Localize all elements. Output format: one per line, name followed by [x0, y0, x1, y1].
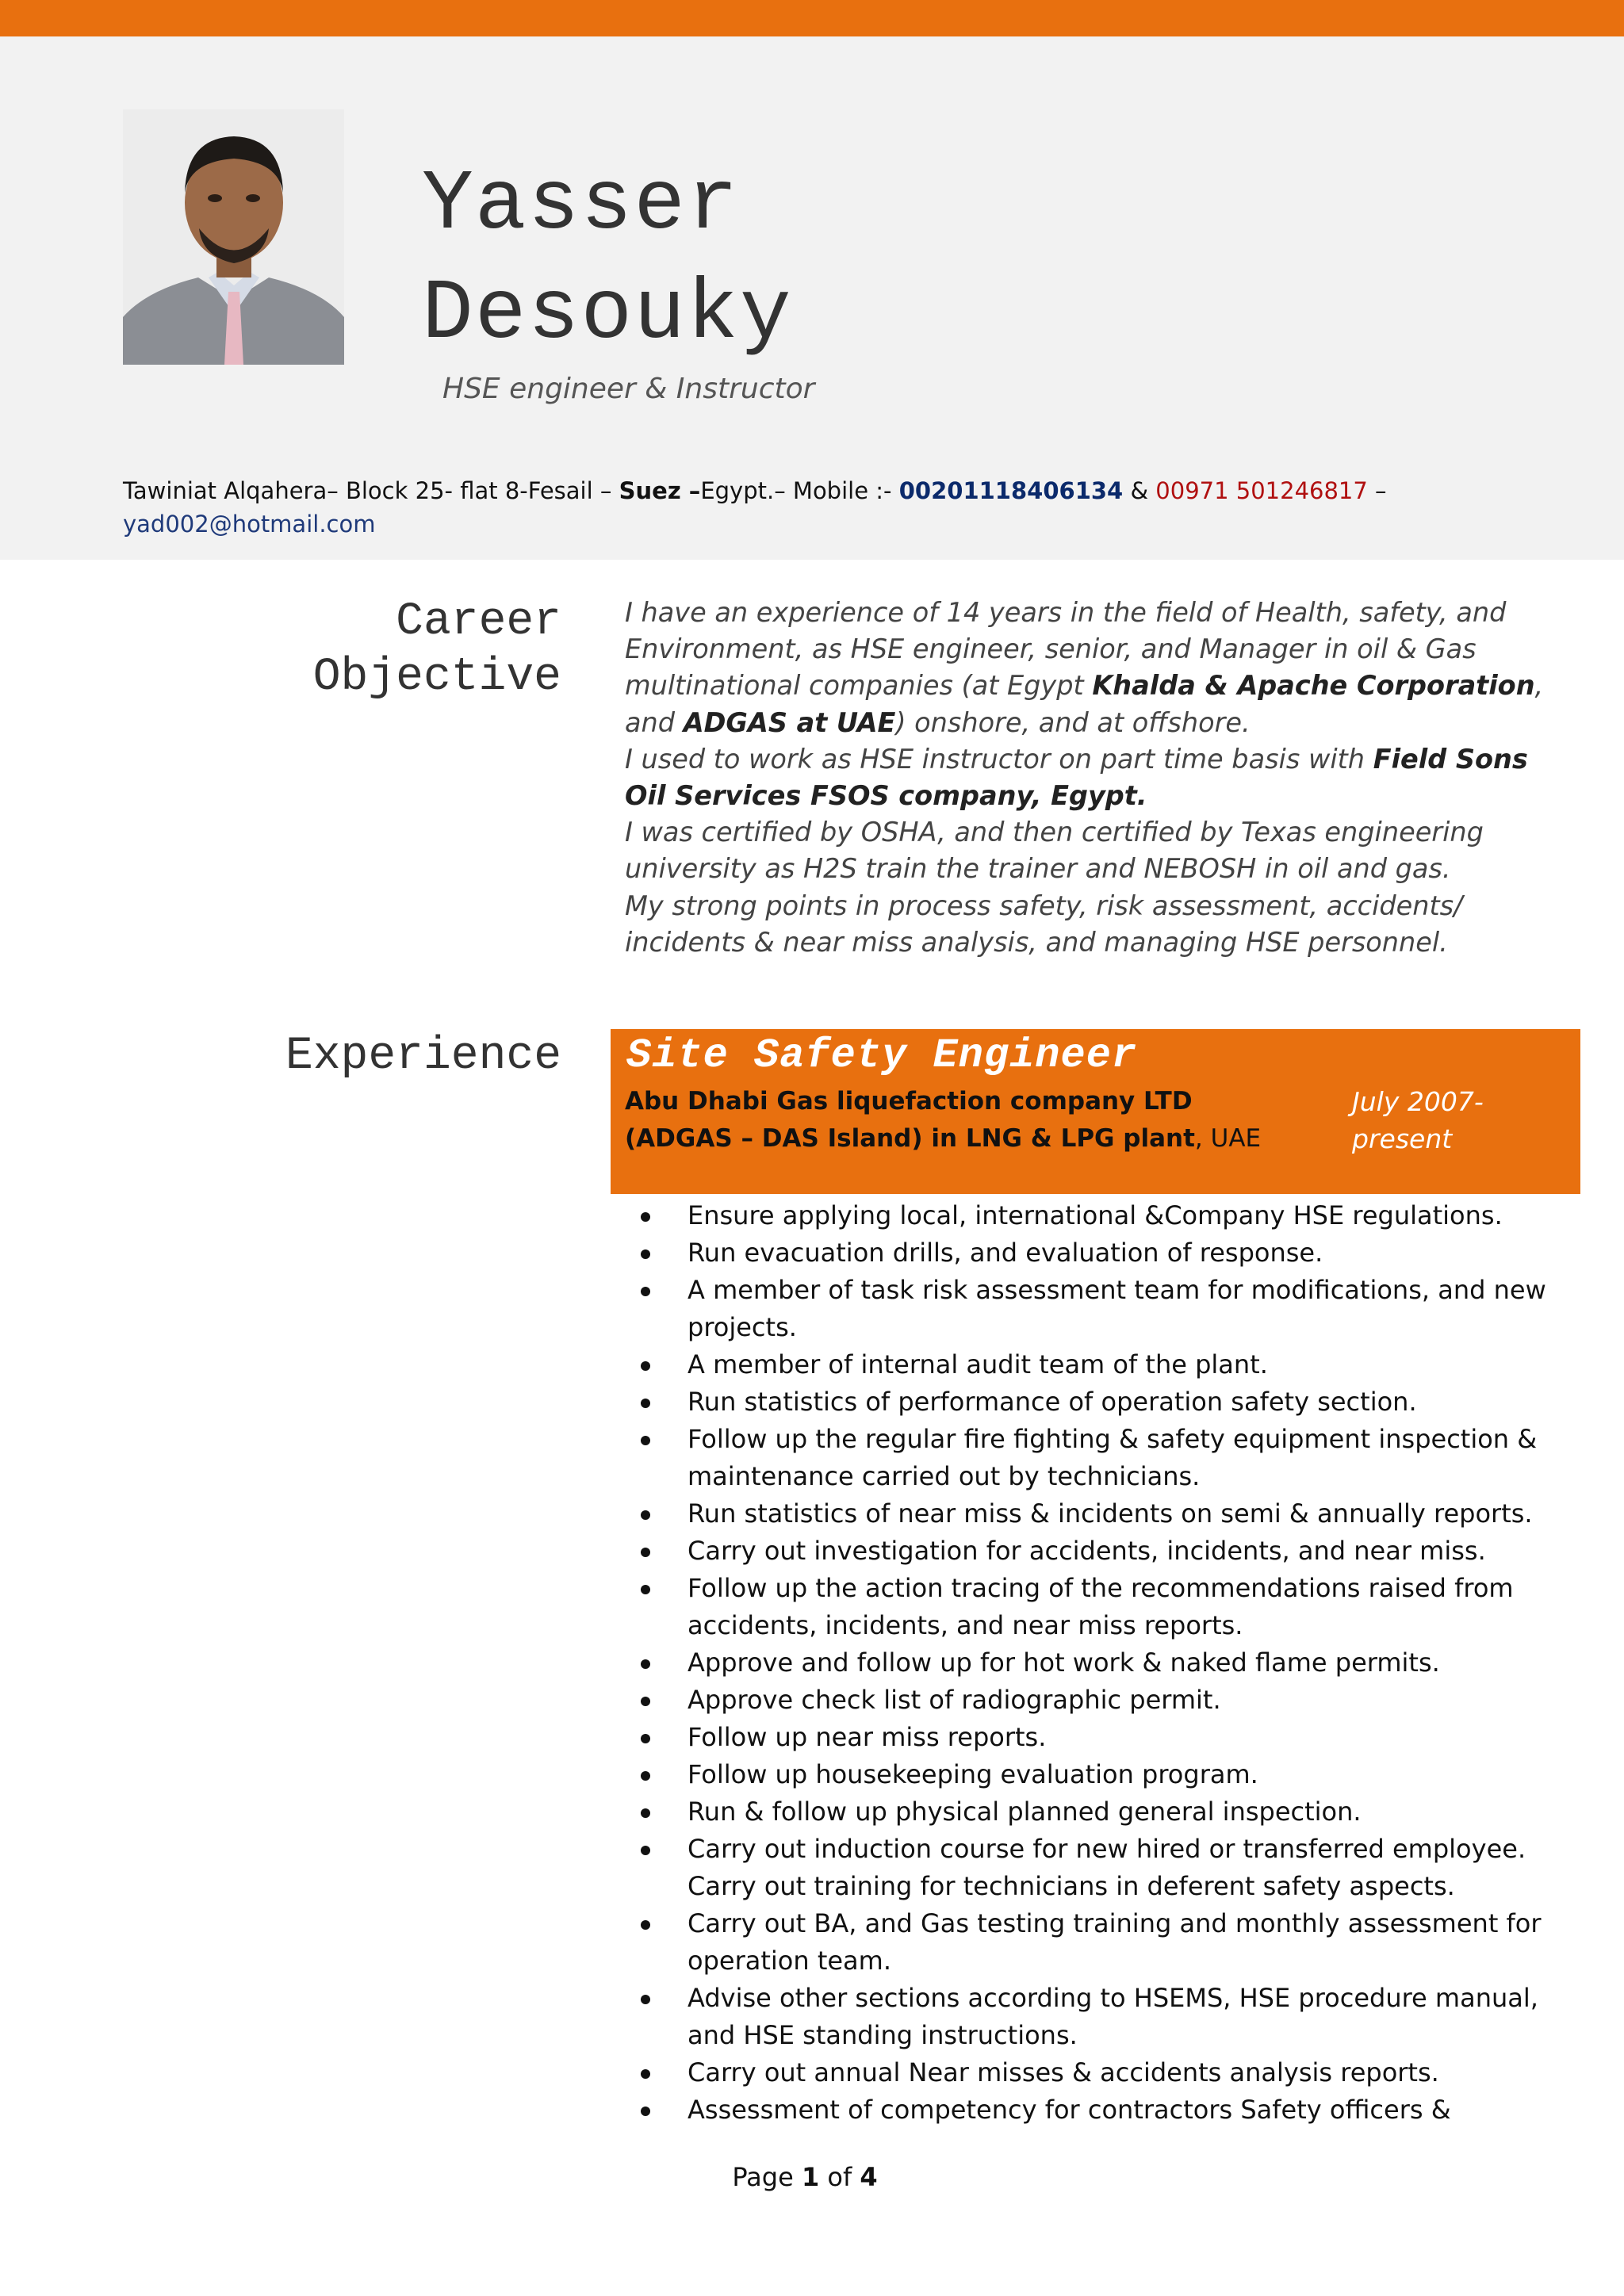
company-name	[625, 1083, 1299, 1158]
mobile-uae[interactable]: 00971 501246817	[1155, 477, 1368, 504]
experience-heading: Experience	[285, 1031, 561, 1082]
career-objective-heading-line2: Objective	[312, 652, 561, 703]
list-item: Assessment of competency for contractors Safety officers &	[625, 2091, 1576, 2129]
page-number	[0, 2162, 1610, 2192]
page-current: 1	[801, 2162, 820, 2192]
list-item: Follow up housekeeping evaluation program.	[625, 1756, 1576, 1793]
objective-company-khalda: Khalda & Apache Corporation	[1092, 670, 1535, 702]
page-total: 4	[860, 2162, 878, 2192]
contact-dash: –	[1367, 477, 1387, 504]
list-item: Run statistics of performance of operation safety section.	[625, 1383, 1576, 1421]
company-name-bold: Abu Dhabi Gas liquefaction company LTD (ADGAS – DAS Island) in LNG & LPG plant	[625, 1087, 1195, 1153]
mobile-egypt[interactable]: 00201118406134	[898, 477, 1124, 504]
job-duties-list	[625, 1197, 1576, 2129]
list-item: Run evacuation drills, and evaluation of response.	[625, 1234, 1576, 1272]
first-name: Yasser	[422, 157, 740, 254]
objective-company-fsos: Field Sons Oil Services FSOS company, Egypt.	[625, 743, 1528, 812]
address: Tawiniat Alqahera– Block 25- flat 8-Fesail –	[123, 477, 619, 504]
objective-company-adgas: ADGAS at UAE	[683, 706, 896, 738]
city: Suez –	[619, 477, 701, 504]
list-item: Run & follow up physical planned general inspection.	[625, 1793, 1576, 1831]
list-item: Run statistics of near miss & incidents on semi & annually reports.	[625, 1495, 1576, 1533]
list-item: Carry out annual Near misses & accidents analysis reports.	[625, 2054, 1576, 2091]
list-item: Carry out BA, and Gas testing training and monthly assessment for operation team.	[625, 1905, 1576, 1980]
list-item: A member of task risk assessment team for modifications, and new projects.	[625, 1272, 1576, 1346]
page-label: Page	[732, 2162, 802, 2192]
country-mobile-label: Egypt.– Mobile :-	[700, 477, 899, 504]
career-objective-text	[625, 595, 1561, 961]
objective-text: I have an experience of 14 years in the field of Health, safety, and Environment, as HSE engineer, senior, and Manager in oil & Gas multinational companies (at Egypt	[625, 597, 1507, 702]
top-accent-bar	[0, 0, 1624, 36]
job-title: Site Safety Engineer	[626, 1032, 1138, 1079]
list-item: Approve and follow up for hot work & naked flame permits.	[625, 1644, 1576, 1682]
candidate-name	[422, 151, 793, 369]
company-location: , UAE	[1194, 1124, 1262, 1153]
list-item: Carry out investigation for accidents, incidents, and near miss.	[625, 1533, 1576, 1570]
email-link[interactable]: yad002@hotmail.com	[123, 511, 376, 538]
profile-photo	[123, 109, 344, 365]
list-item: Ensure applying local, international &Company HSE regulations.	[625, 1197, 1576, 1234]
page-of-label: of	[819, 2162, 860, 2192]
list-item: Follow up the regular fire fighting & safety equipment inspection & maintenance carried out by technicians.	[625, 1421, 1576, 1495]
list-item: Approve check list of radiographic permit.	[625, 1682, 1576, 1719]
objective-text: ) onshore, and at offshore.	[895, 706, 1251, 738]
job-header-box	[611, 1029, 1580, 1194]
mobile-separator: &	[1123, 477, 1156, 504]
objective-text: , and	[625, 670, 1544, 738]
objective-paragraph-1	[625, 595, 1561, 741]
contact-info	[123, 474, 1614, 541]
list-item: Carry out induction course for new hired or transferred employee. Carry out training for technicians in deferent safety aspects.	[625, 1831, 1576, 1905]
job-dates: July 2007- present	[1352, 1086, 1484, 1154]
objective-paragraph-3: I was certified by OSHA, and then certified by Texas engineering university as H2S train the trainer and NEBOSH in oil and gas.	[625, 817, 1484, 885]
objective-paragraph-2	[625, 741, 1561, 814]
list-item: Follow up near miss reports.	[625, 1719, 1576, 1756]
career-objective-heading	[313, 595, 561, 706]
list-item: Follow up the action tracing of the recommendations raised from accidents, incidents, and near miss reports.	[625, 1570, 1576, 1644]
last-name: Desouky	[422, 266, 793, 363]
candidate-role: HSE engineer & Instructor	[442, 373, 815, 405]
list-item: A member of internal audit team of the plant.	[625, 1346, 1576, 1383]
list-item: Advise other sections according to HSEMS, HSE procedure manual, and HSE standing instructions.	[625, 1980, 1576, 2054]
objective-text: I used to work as HSE instructor on part time basis with	[625, 743, 1373, 775]
objective-paragraph-4: My strong points in process safety, risk assessment, accidents/ incidents & near miss analysis, and managing HSE personnel.	[625, 890, 1463, 958]
career-objective-heading-line1: Career	[396, 596, 561, 648]
